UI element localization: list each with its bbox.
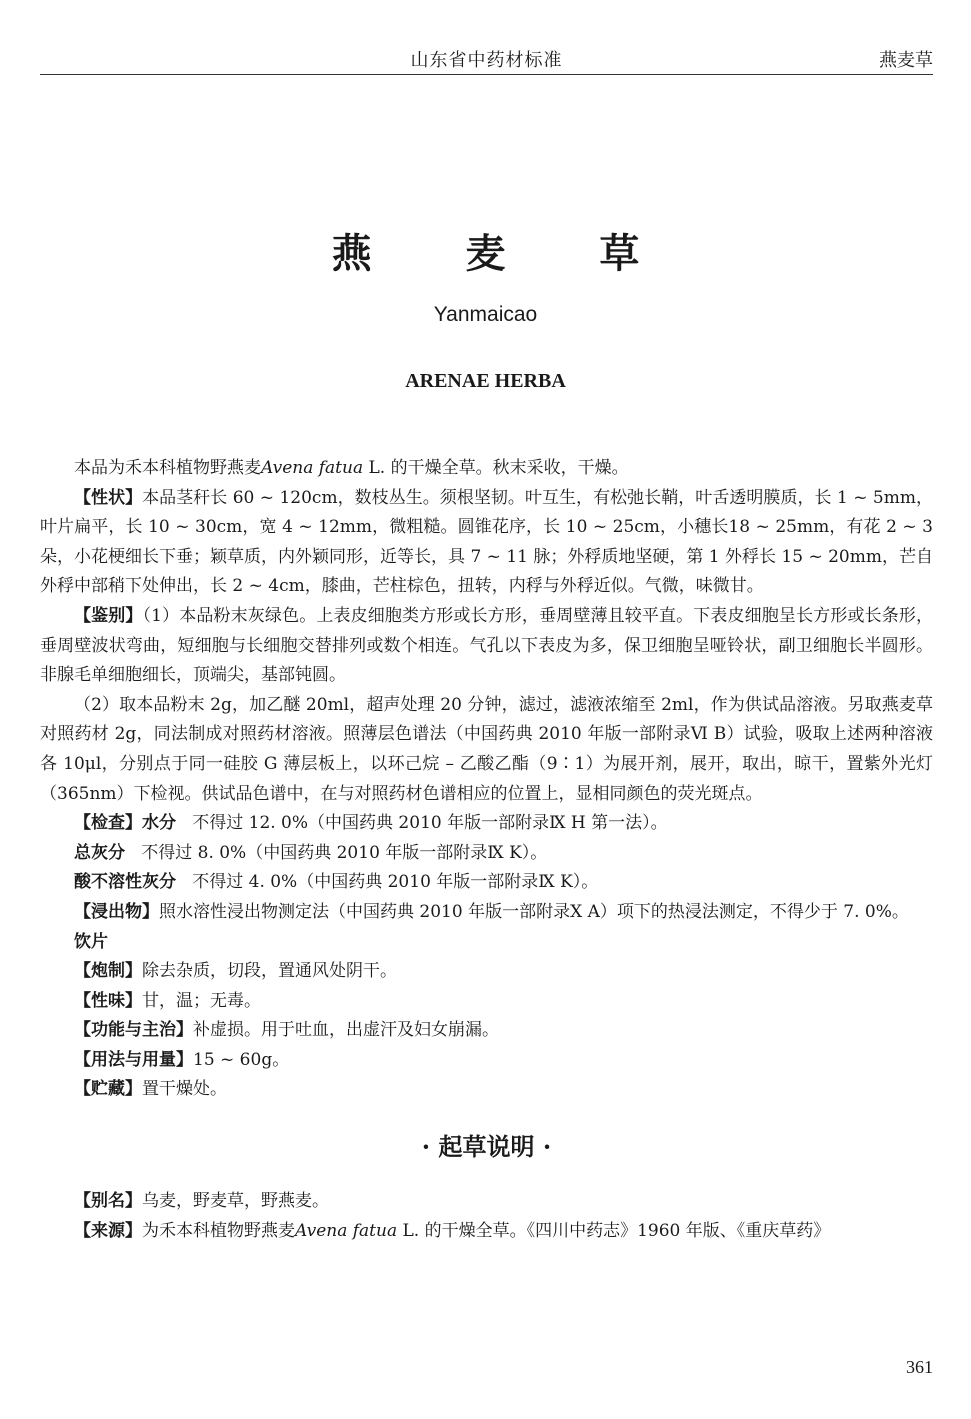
page-title: 燕 麦 草 bbox=[331, 230, 680, 277]
total-ash: 总灰分 不得过 8. 0%（中国药典 2010 年版一部附录Ⅸ K）。 bbox=[74, 842, 548, 863]
page-number: 361 bbox=[906, 1357, 933, 1377]
section-laiyuan: 【来源】为禾本科植物野燕麦Avena fatua L. 的干燥全草。《四川中药志》1960 年版、《重庆草药》 bbox=[74, 1220, 831, 1241]
drafting-notes-heading: · 起草说明 · bbox=[421, 1132, 552, 1162]
yinpian-heading: 饮片 bbox=[74, 931, 108, 952]
acid-insoluble-ash: 酸不溶性灰分 不得过 4. 0%（中国药典 2010 年版一部附录Ⅸ K）。 bbox=[74, 872, 599, 893]
section-gongneng: 【功能与主治】补虚损。用于吐血，出虚汗及妇女崩漏。 bbox=[74, 1020, 499, 1041]
latin-name: ARENAE HERBA bbox=[405, 370, 566, 392]
section-jinchuwu: 【浸出物】照水溶性浸出物测定法（中国药典 2010 年版一部附录Ⅹ A）项下的热浸法测定，不得少于 7. 0%。 bbox=[74, 901, 909, 922]
section-paozhi: 【炮制】除去杂质，切段，置通风处阴干。 bbox=[74, 961, 397, 982]
section-jianbie: 【鉴别】（1）本品粉末灰绿色。上表皮细胞类方形或长方形，垂周壁薄且较平直。下表皮细胞呈长方形或长条形，垂周壁波状弯曲，短细胞与长细胞交替排列或数个相连。气孔以下表皮为多，保卫细胞呈哑铃状，副卫细胞长半圆形。非腺毛单细胞细长，顶端尖，基部钝圆。 bbox=[40, 605, 933, 686]
section-label: 【来源】 bbox=[74, 1220, 142, 1241]
jianbie-paragraph-2: （2）取本品粉末 2g，加乙醚 20ml，超声处理 20 分钟，滤过，滤液浓缩至 2ml，作为供试品溶液。另取燕麦草对照药材 2g，同法制成对照药材溶液。照薄层色谱法（中国药典 2010 年版一部附录Ⅵ B）试验，吸取上述两种溶液各 10μl，分别点于同一硅胶 G 薄层板上，以环己烷 – 乙酸乙酯（9∶1）为展开剂，展开，取出，晾干，置紫外光灯（365nm）下检视。供试品色谱中，在与对照药材色谱相应的位置上，显相同颜色的荧光斑点。 bbox=[40, 694, 933, 804]
running-header bbox=[40, 46, 933, 75]
section-label: 【浸出物】 bbox=[74, 901, 159, 922]
section-yongfa: 【用法与用量】15 ~ 60g。 bbox=[74, 1049, 290, 1070]
section-label: 【鉴别】 bbox=[74, 605, 143, 626]
section-label: 【功能与主治】 bbox=[74, 1020, 193, 1041]
section-jiancha: 【检查】水分 不得过 12. 0%（中国药典 2010 年版一部附录Ⅸ H 第一法）。 bbox=[74, 813, 668, 834]
species-name: Avena fatua bbox=[261, 458, 364, 478]
intro-paragraph: 本品为禾本科植物野燕麦Avena fatua L. 的干燥全草。秋末采收，干燥。 bbox=[74, 458, 629, 478]
section-xingzhuang: 【性状】本品茎秆长 60 ~ 120cm，数枝丛生。须根坚韧。叶互生，有松弛长鞘，叶舌透明膜质，长 1 ~ 5mm，叶片扁平，长 10 ~ 30cm，宽 4 ~ 12mm，微粗糙。圆锥花序，长 10 ~ 25cm，小穗长18 ~ 25mm，有花 2 ~ 3 朵，小花梗细长下垂；颖草质，内外颖同形，近等长，具 7 ~ 11 脉；外稃质地坚硬，第 1 外稃长 15 ~ 20mm，芒自外稃中部稍下处伸出，长 2 ~ 4cm，膝曲，芒柱棕色，扭转，内稃与外稃近似。气微，味微甘。 bbox=[40, 487, 933, 597]
section-label: 【炮制】 bbox=[74, 961, 142, 982]
pinyin-name: Yanmaicao bbox=[433, 303, 538, 326]
section-label: 【性味】 bbox=[74, 990, 142, 1011]
entry-name: 燕麦草 bbox=[879, 50, 933, 71]
book-title: 山东省中药材标准 bbox=[410, 50, 563, 71]
monograph-body bbox=[40, 454, 933, 1246]
section-label: 【别名】 bbox=[74, 1191, 142, 1212]
section-xingwei: 【性味】甘，温；无毒。 bbox=[74, 990, 261, 1011]
section-label: 【用法与用量】 bbox=[74, 1049, 193, 1070]
species-name: Avena fatua bbox=[295, 1220, 398, 1241]
section-zhucang: 【贮藏】置干燥处。 bbox=[74, 1079, 227, 1100]
section-label: 【贮藏】 bbox=[74, 1079, 142, 1100]
section-bieming: 【别名】乌麦，野麦草，野燕麦。 bbox=[74, 1191, 329, 1212]
section-label: 【性状】 bbox=[74, 487, 143, 508]
section-label: 【检查】 bbox=[74, 813, 142, 834]
